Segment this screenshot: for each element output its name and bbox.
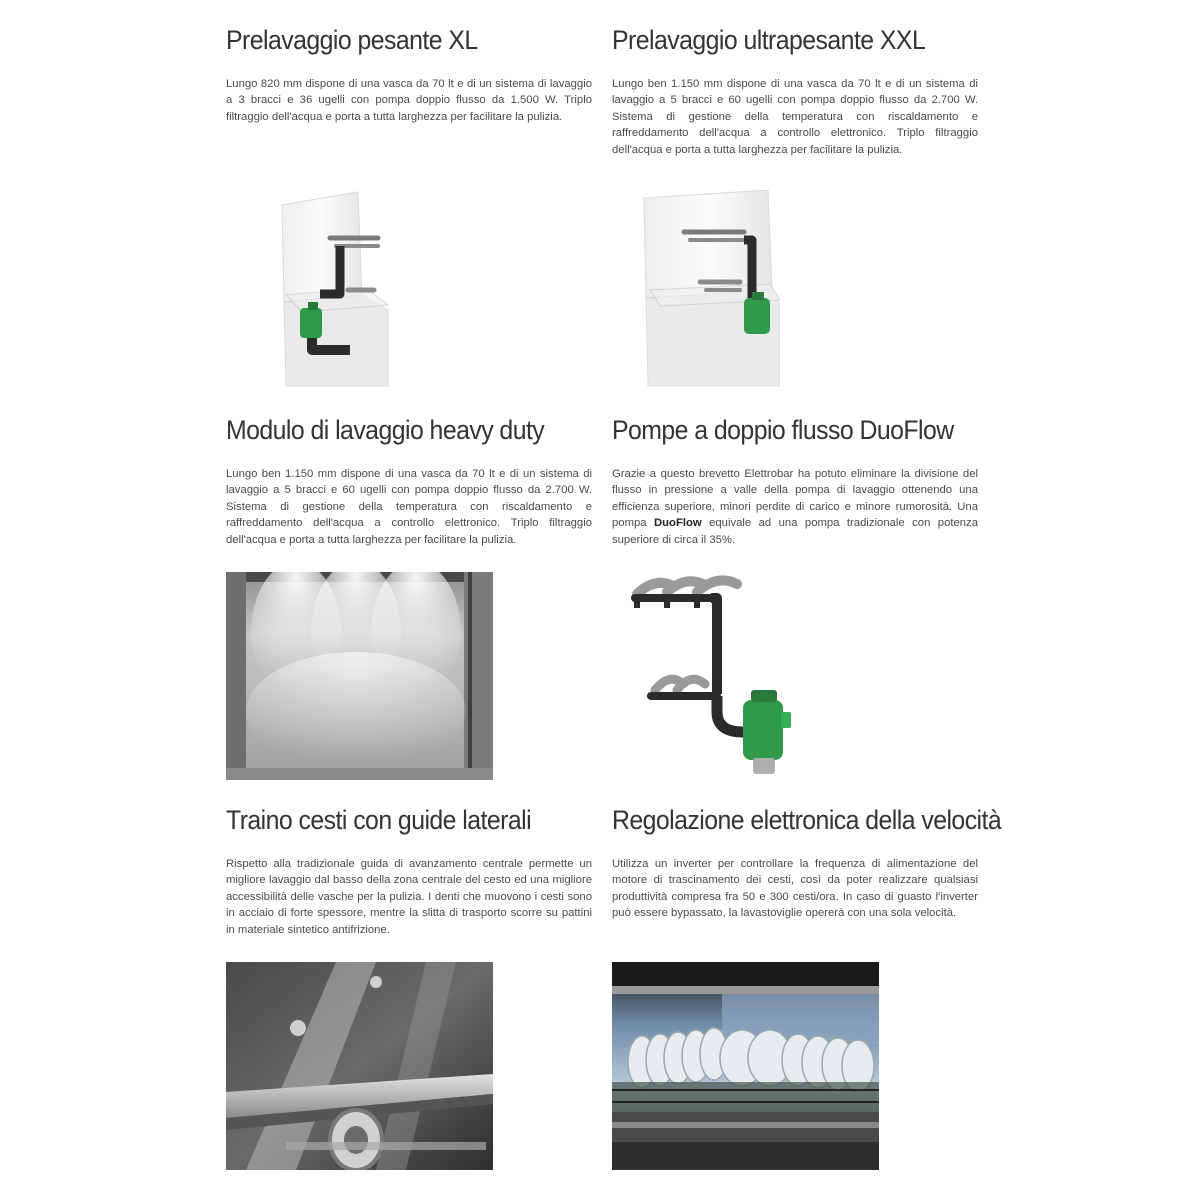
section-text: Lungo 820 mm dispone di una vasca da 70 lt e di un sistema di lavaggio a 3 bracci e 36 ugelli con pompa doppio flusso da 1.500 W. Triplo filtraggio dell'acqua e porta a tutta larghezza per facilitare la pulizia. (226, 78, 592, 123)
section-text: Rispetto alla tradizionale guida di avanzamento centrale permette un migliore lavaggio dal basso della zona centrale del cesto ed una migliore accessibilità delle vasche per la pulizia. I denti che muovono i cesti sono in acciaio di forte spessore, mentre la slitta di trasporto scorre su pattini in materiale sintetico antifrizione. (226, 858, 592, 936)
section-prelavaggio-xl (226, 24, 592, 125)
section-title: Modulo di lavaggio heavy duty (226, 415, 545, 445)
dishwasher-plates-photo (612, 962, 879, 1170)
spray-photo (226, 572, 493, 780)
basket-guide-photo (226, 962, 493, 1170)
section-text: Utilizza un inverter per controllare la frequenza di alimentazione del motore di trascinamento dei cesti, così da poter realizzare qualsiasi produttività compresa fra 50 e 300 cesti/ora. In caso di guasto l'inverter può essere bypassato, la lavastoviglie opererà con una sola velocità. (612, 858, 978, 920)
section-text: Lungo ben 1.150 mm dispone di una vasca da 70 lt e di un sistema di lavaggio a 5 bracci e 60 ugelli con pompa doppio flusso da 2.700 W. Sistema di gestione della temperatura con riscaldamento e raffreddamento dell'acqua a controllo elettronico. Triplo filtraggio dell'acqua e porta a tutta larghezza per facilitare la pulizia. (612, 78, 978, 156)
section-title: Pompe a doppio flusso DuoFlow (612, 415, 954, 445)
section-text: Lungo ben 1.150 mm dispone di una vasca da 70 lt e di un sistema di lavaggio a 5 bracci e 60 ugelli con pompa doppio flusso da 2.700 W. Sistema di gestione della temperatura con riscaldamento e raffreddamento dell'acqua a controllo elettronico. Triplo filtraggio dell'acqua e porta a tutta larghezza per facilitare la pulizia. (226, 468, 592, 546)
section-title: Traino cesti con guide laterali (226, 805, 532, 835)
prewash-xxl-image (640, 190, 780, 390)
section-text (612, 466, 978, 548)
section-title: Regolazione elettronica della velocità (612, 805, 1002, 835)
duoflow-bold: DuoFlow (653, 517, 702, 530)
section-prelavaggio-xxl (612, 24, 978, 158)
duoflow-pump-image (625, 572, 800, 787)
text-part: Grazie a questo brevetto Elettrobar ha potuto eliminare la divisione del flusso in pressione a valle della pompa di lavaggio ottenendo una efficienza superiore, minori perdite di carico e minore rumorosità. Una pompa (612, 468, 978, 530)
section-traino-cesti (226, 804, 592, 938)
prewash-xl-image (270, 190, 400, 390)
text-part: equivale ad una pompa tradizionale con potenza superiore di circa il 35%. (612, 517, 978, 546)
section-modulo-lavaggio (226, 414, 592, 548)
section-pompe-duoflow (612, 414, 978, 548)
section-regolazione-velocita (612, 804, 1002, 922)
section-title: Prelavaggio pesante XL (226, 25, 478, 55)
section-title: Prelavaggio ultrapesante XXL (612, 25, 926, 55)
